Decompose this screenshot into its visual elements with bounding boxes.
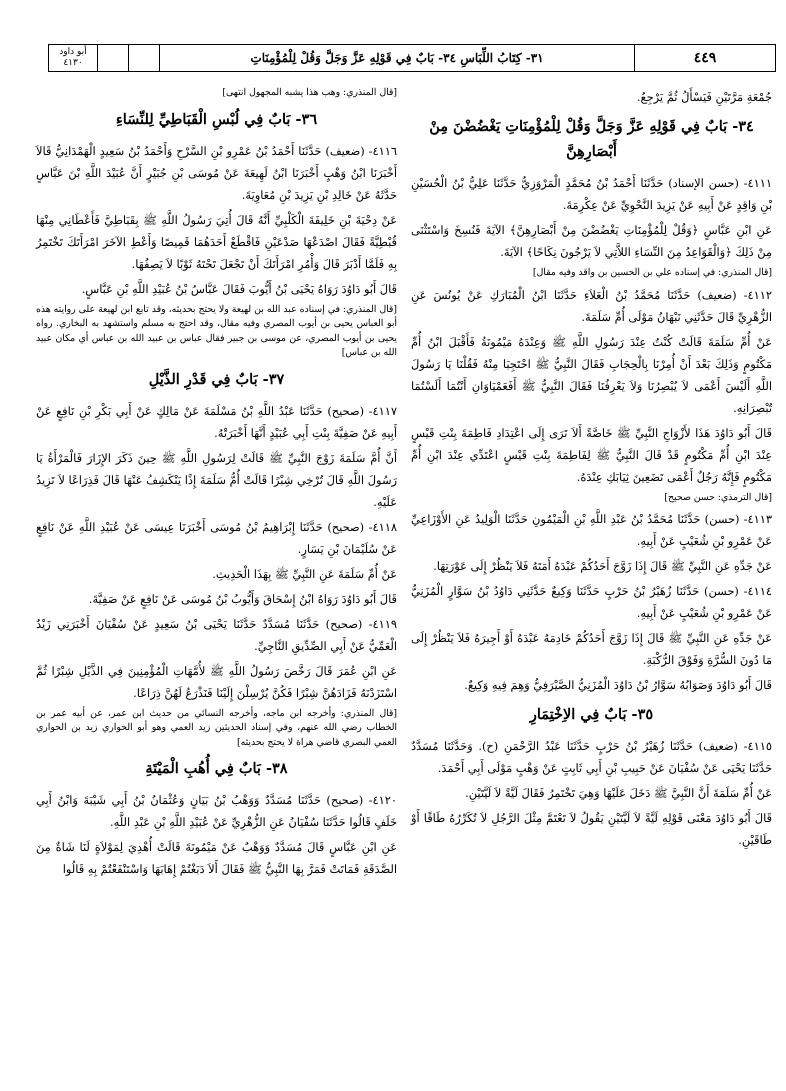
hadith-isnad: ٤١١١- (حسن الإسناد) حَدَّثَنَا أَحْمَدُ بْنُ مُحَمَّدٍ الْمَرْوَزِيُّ حَدَّثَنَا عَلِيُّ بْنُ الْحُسَيْنِ بْنِ وَاقِدٍ عَنْ أَبِيهِ عَنْ يَزِيدَ النَّحْوِيِّ عَنْ عِكْرِمَةَ.	[411, 176, 772, 212]
chapter-heading: ٣٦- بَابٌ فِي لُبْسِ الْقَبَاطِيِّ لِلنِّسَاءِ	[115, 110, 318, 128]
footnote: [قال المنذري: في إسناده علي بن الحسين بن واقد وفيه مقال]	[532, 267, 772, 278]
hadith-isnad: ٤١٢٠- (صحيح) حَدَّثَنَا مُسَدَّدٌ وَوَهْبُ بْنُ بَيَانٍ وَعُثْمَانُ بْنُ أَبِي شَيْبَةَ وَابْنُ أَبِي خَلَفٍ قَالُوا حَدَّثَنَا سُفْيَانُ عَنِ الزُّهْرِيِّ عَنْ عُبَيْدِ اللَّهِ بْنِ عَبْدِ اللَّهِ.	[36, 793, 397, 829]
hadith-matn: عَنْ أُمِّ سَلَمَةَ أَنَّ النَّبِيَّ ﷺ دَخَلَ عَلَيْهَا وَهِيَ تَخْتَمِرُ فَقَالَ لَيَّةً لاَ لَيَّتَيْنِ.	[465, 786, 772, 800]
header-blank-cell	[98, 45, 129, 71]
hadith-isnad: ٤١١٦- (ضعيف) حَدَّثَنَا أَحْمَدُ بْنُ عَمْرِو بْنِ السَّرْحِ وَأَحْمَدُ بْنُ سَعِيدٍ الْهَمْدَانِيُّ قَالاَ أَخْبَرَنَا ابْنُ وَهْبٍ أَخْبَرَنَا ابْنُ لَهِيعَةَ عَنْ مُوسَى بْنِ جُبَيْرٍ أَنَّ عُبَيْدَ اللَّهِ بْنَ عَبَّاسٍ حَدَّثَهُ عَنْ خَالِدِ بْنِ يَزِيدَ بْنِ مُعَاوِيَةَ.	[36, 143, 397, 202]
hadith-isnad: ٤١١٨- (صحيح) حَدَّثَنَا إِبْرَاهِيمُ بْنُ مُوسَى أَخْبَرَنَا عِيسَى عَنْ عُبَيْدِ اللَّهِ عَنْ نَافِعٍ عَنْ سُلَيْمَانَ بْنِ يَسَارٍ.	[36, 519, 397, 556]
running-title: ٣١- كِتَابُ اللِّبَاسِ ٣٤- بَابٌ فِي قَوْلِهِ عَزَّ وَجَلَّ وَقُلْ لِلْمُؤْمِنَاتِ	[160, 45, 635, 71]
page-header	[48, 44, 776, 72]
hadith-matn: عَنِ ابْنِ عُمَرَ قَالَ رَخَّصَ رَسُولُ اللَّهِ ﷺ لأُمَّهَاتِ الْمُؤْمِنِينَ فِي الذَّيْلِ شِبْرًا ثُمَّ اسْتَزَدْنَهُ فَزَادَهُنَّ شِبْرًا فَكُنَّ يُرْسِلْنَ إِلَيْنَا فَنَذْرَعُ لَهُنَّ ذِرَاعًا.	[36, 663, 397, 700]
right-column	[411, 86, 772, 1086]
footnote: [قال المنذري: وأخرجه ابن ماجه، وأخرجه النسائي من حديث ابن عمر، عن أبيه عمر بن الخطاب رضي الله عنهم، وفي إسناد الحديثين زيد العمي وهو أبو الحواري زيد بن الحواري العمي البصري قاضي هراة لا يحتج بحديثه]	[36, 707, 397, 748]
hadith-isnad: ٤١١٥- (ضعيف) حَدَّثَنَا زُهَيْرُ بْنُ حَرْبٍ حَدَّثَنَا عَبْدُ الرَّحْمَنِ (ح). وَحَدَّثَنَا مُسَدَّدٌ حَدَّثَنَا يَحْيَى عَنْ سُفْيَانَ عَنْ حَبِيبِ بْنِ أَبِي ثَابِتٍ عَنْ وَهْبٍ مَوْلَى أَبِي أَحْمَدَ.	[411, 739, 772, 775]
abu-dawud-number: ٤١٣٠	[63, 58, 83, 68]
abu-dawud-comment: قَالَ أَبُو دَاوُدَ مَعْنَى قَوْلِهِ لَيَّةً لاَ لَيَّتَيْنِ يَقُولُ لاَ تَعْتَمَّ مِثْلَ الرَّجُلِ لاَ تُكَرِّرُهُ طَاقًا أَوْ طَاقَيْنِ.	[411, 811, 772, 847]
hadith-matn: عَنْ أُمِّ سَلَمَةَ عَنِ النَّبِيِّ ﷺ بِهَذَا الْحَدِيثِ.	[212, 566, 397, 581]
abu-dawud-reference	[49, 45, 98, 71]
abu-dawud-comment: قَالَ أَبُو دَاوُدَ رَوَاهُ ابْنُ إِسْحَاقَ وَأَيُّوبُ بْنُ مُوسَى عَنْ نَافِعٍ عَنْ صَفِيَّةَ.	[88, 591, 397, 606]
hadith-isnad: ٤١١٩- (صحيح) حَدَّثَنَا مُسَدَّدٌ حَدَّثَنَا يَحْيَى بْنُ سَعِيدٍ عَنْ سُفْيَانَ أَخْبَرَنِي زَيْدٌ الْعَمِّيُّ عَنْ أَبِي الصِّدِّيقِ النَّاجِيِّ.	[36, 616, 397, 653]
hadith-isnad: ٤١١٤- (حسن) حَدَّثَنَا زُهَيْرُ بْنُ حَرْبٍ حَدَّثَنَا وَكِيعٌ حَدَّثَنِي دَاوُدُ بْنُ سَوَّارٍ الْمُزَنِيُّ عَنْ عَمْرِو بْنِ شُعَيْبٍ عَنْ أَبِيهِ.	[411, 584, 772, 620]
abu-dawud-comment: قَالَ أَبُو دَاوُدَ هَذَا لأَزْوَاجِ النَّبِيِّ ﷺ خَاصَّةً أَلاَ تَرَى إِلَى اعْتِدَادِ فَاطِمَةَ بِنْتِ قَيْسٍ عِنْدَ ابْنِ أُمِّ مَكْتُومٍ قَدْ قَالَ النَّبِيُّ ﷺ لِفَاطِمَةَ بِنْتِ قَيْسٍ اعْتَدِّي عِنْدَ ابْنِ أُمِّ مَكْتُومٍ فَإِنَّهُ رَجُلٌ أَعْمَى تَضَعِينَ ثِيَابَكِ عِنْدَهُ.	[411, 425, 772, 484]
abu-dawud-comment: قَالَ أَبُو دَاوُدَ رَوَاهُ يَحْيَى بْنُ أَيُّوبَ فَقَالَ عَبَّاسُ بْنُ عُبَيْدِ اللَّهِ بْنِ عَبَّاسٍ.	[81, 281, 397, 296]
hadith-matn: عَنْ جَدِّهِ عَنِ النَّبِيِّ ﷺ قَالَ إِذَا زَوَّجَ أَحَدُكُمْ عَبْدَهُ أَمَتَهُ فَلاَ يَنْظُرْ إِلَى عَوْرَتِهَا.	[433, 559, 772, 573]
hadith-matn: عَنِ ابْنِ عَبَّاسٍ ﴿وَقُلْ لِلْمُؤْمِنَاتِ يَغْضُضْنَ مِنْ أَبْصَارِهِنَّ﴾ الآيَةَ فَنُسِخَ وَاسْتَثْنَى مِنْ ذَلِكَ ﴿وَالْقَوَاعِدُ مِنَ النِّسَاءِ اللاَّتِي لاَ يَرْجُونَ نِكَاحًا﴾ الآيَةَ.	[411, 223, 772, 259]
footnote: [قال المنذري: في إسناده عبد الله بن لهيعة ولا يحتج بحديثه، وقد تابع ابن لهيعة على روايته هذه أبو العباس يحيى بن أيوب المصري وفيه مقال، وقد احتج به مسلم واستشهد به البخاري. رواه يحيى بن أيوب المصري، عن موسى بن جبير فقال عباس بن عبيد الله بن عباس أي مكان عبيد الله بن عباس]	[36, 303, 397, 358]
footnote: [قال الترمذي: حسن صحيح]	[664, 491, 772, 503]
page-number: ٤٤٩	[693, 50, 717, 66]
footnote: [قال المنذري: وهب هذا يشبه المجهول انتهى]	[222, 87, 397, 98]
continued-line: جُمْعَةِ مَرَّتَيْنِ فَيَسْأَلُ ثُمَّ يَرْجِعُ.	[636, 90, 772, 104]
hadith-matn: عَنِ ابْنِ عَبَّاسٍ قَالَ مُسَدَّدٌ وَوَهْبٌ عَنْ مَيْمُونَةَ قَالَتْ أُهْدِيَ لِمَوْلاَةٍ لَنَا شَاةٌ مِنَ الصَّدَقَةِ فَمَاتَتْ فَمَرَّ بِهَا النَّبِيُّ ﷺ فَقَالَ أَلاَ دَبَغْتُمْ إِهَابَهَا وَاسْتَنْفَعْتُمْ بِهِ قَالُوا	[36, 840, 397, 876]
hadith-matn: عَنْ جَدِّهِ عَنِ النَّبِيِّ ﷺ قَالَ إِذَا زَوَّجَ أَحَدُكُمْ خَادِمَهُ عَبْدَهُ أَوْ أَجِيرَهُ فَلاَ يَنْظُرْ إِلَى مَا دُونَ السُّرَّةِ وَفَوْقَ الرُّكْبَةِ.	[411, 631, 772, 667]
hadith-isnad: ٤١١٢- (ضعيف) حَدَّثَنَا مُحَمَّدُ بْنُ الْعَلاَءِ حَدَّثَنَا ابْنُ الْمُبَارَكِ عَنْ يُونُسَ عَنِ الزُّهْرِيِّ قَالَ حَدَّثَنِي نَبْهَانُ مَوْلَى أُمِّ سَلَمَةَ.	[411, 287, 772, 324]
hadith-matn: عَنْ أُمِّ سَلَمَةَ قَالَتْ كُنْتُ عِنْدَ رَسُولِ اللَّهِ ﷺ وَعِنْدَهُ مَيْمُونَةُ فَأَقْبَلَ ابْنُ أُمِّ مَكْتُومٍ وَذَلِكَ بَعْدَ أَنْ أُمِرْنَا بِالْحِجَابِ فَقَالَ النَّبِيُّ ﷺ احْتَجِبَا مِنْهُ فَقُلْنَا يَا رَسُولَ اللَّهِ أَلَيْسَ أَعْمَى لاَ يُبْصِرُنَا وَلاَ يَعْرِفُنَا فَقَالَ النَّبِيُّ ﷺ أَفَعَمْيَاوَانِ أَنْتُمَا أَلَسْتُمَا تُبْصِرَانِهِ.	[411, 334, 772, 415]
hadith-matn: أَنَّ أُمَّ سَلَمَةَ زَوْجَ النَّبِيِّ ﷺ قَالَتْ لِرَسُولِ اللَّهِ ﷺ حِينَ ذَكَرَ الإِزَارَ فَالْمَرْأَةُ يَا رَسُولَ اللَّهِ قَالَ تُرْخِي شِبْرًا قَالَتْ أُمُّ سَلَمَةَ إِذًا يَنْكَشِفُ عَنْهَا قَالَ فَذِرَاعًا لاَ تَزِيدُ عَلَيْهِ.	[36, 450, 397, 509]
chapter-heading: ٣٤- بَابٌ فِي قَوْلِهِ عَزَّ وَجَلَّ وَقُلْ لِلْمُؤْمِنَاتِ يَغْضُضْنَ مِنْ أَبْصَارِهِنَّ	[429, 118, 754, 160]
chapter-heading: ٣٧- بَابٌ فِي قَدْرِ الذَّيْلِ	[148, 370, 285, 388]
hadith-isnad: ٤١١٧- (صحيح) حَدَّثَنَا عَبْدُ اللَّهِ بْنُ مَسْلَمَةَ عَنْ مَالِكٍ عَنْ أَبِي بَكْرِ بْنِ نَافِعٍ عَنْ أَبِيهِ عَنْ صَفِيَّةَ بِنْتِ أَبِي عُبَيْدٍ أَنَّهَا أَخْبَرَتْهُ.	[36, 403, 397, 440]
header-blank-cell	[129, 45, 160, 71]
abu-dawud-comment: قَالَ أَبُو دَاوُدَ وَصَوَابُهُ سَوَّارُ بْنُ دَاوُدَ الْمُزَنِيُّ الصَّيْرَفِيُّ وَهِمَ فِيهِ وَكِيعٌ.	[464, 678, 772, 692]
abu-dawud-label: أبو داود	[59, 47, 87, 57]
hadith-isnad: ٤١١٣- (حسن) حَدَّثَنَا مُحَمَّدُ بْنُ عَبْدِ اللَّهِ بْنِ الْمَيْمُونِ حَدَّثَنَا الْوَلِيدُ عَنِ الأَوْزَاعِيِّ عَنْ عَمْرِو بْنِ شُعَيْبٍ عَنْ أَبِيهِ.	[411, 512, 772, 548]
left-column	[36, 86, 397, 1086]
chapter-heading: ٣٥- بَابٌ فِي الاِخْتِمَارِ	[529, 706, 654, 723]
chapter-heading: ٣٨- بَابٌ فِي أُهُبِ الْمَيْتَةِ	[145, 760, 288, 777]
two-column-body	[36, 86, 772, 1086]
hadith-matn: عَنْ دِحْيَةَ بْنِ خَلِيفَةَ الْكَلْبِيِّ أَنَّهُ قَالَ أُتِيَ رَسُولُ اللَّهِ ﷺ بِقَبَاطِيَّ فَأَعْطَانِي مِنْهَا قُبْطِيَّةً فَقَالَ اصْدَعْهَا صَدْعَيْنِ فَاقْطَعْ أَحَدَهُمَا قَمِيصًا وَأَعْطِ الآخَرَ امْرَأَتَكَ تَخْتَمِرُ بِهِ فَلَمَّا أَدْبَرَ قَالَ وَأْمُرِ امْرَأَتَكَ أَنْ تَجْعَلَ تَحْتَهُ ثَوْبًا لاَ يَصِفُهَا.	[36, 212, 397, 271]
